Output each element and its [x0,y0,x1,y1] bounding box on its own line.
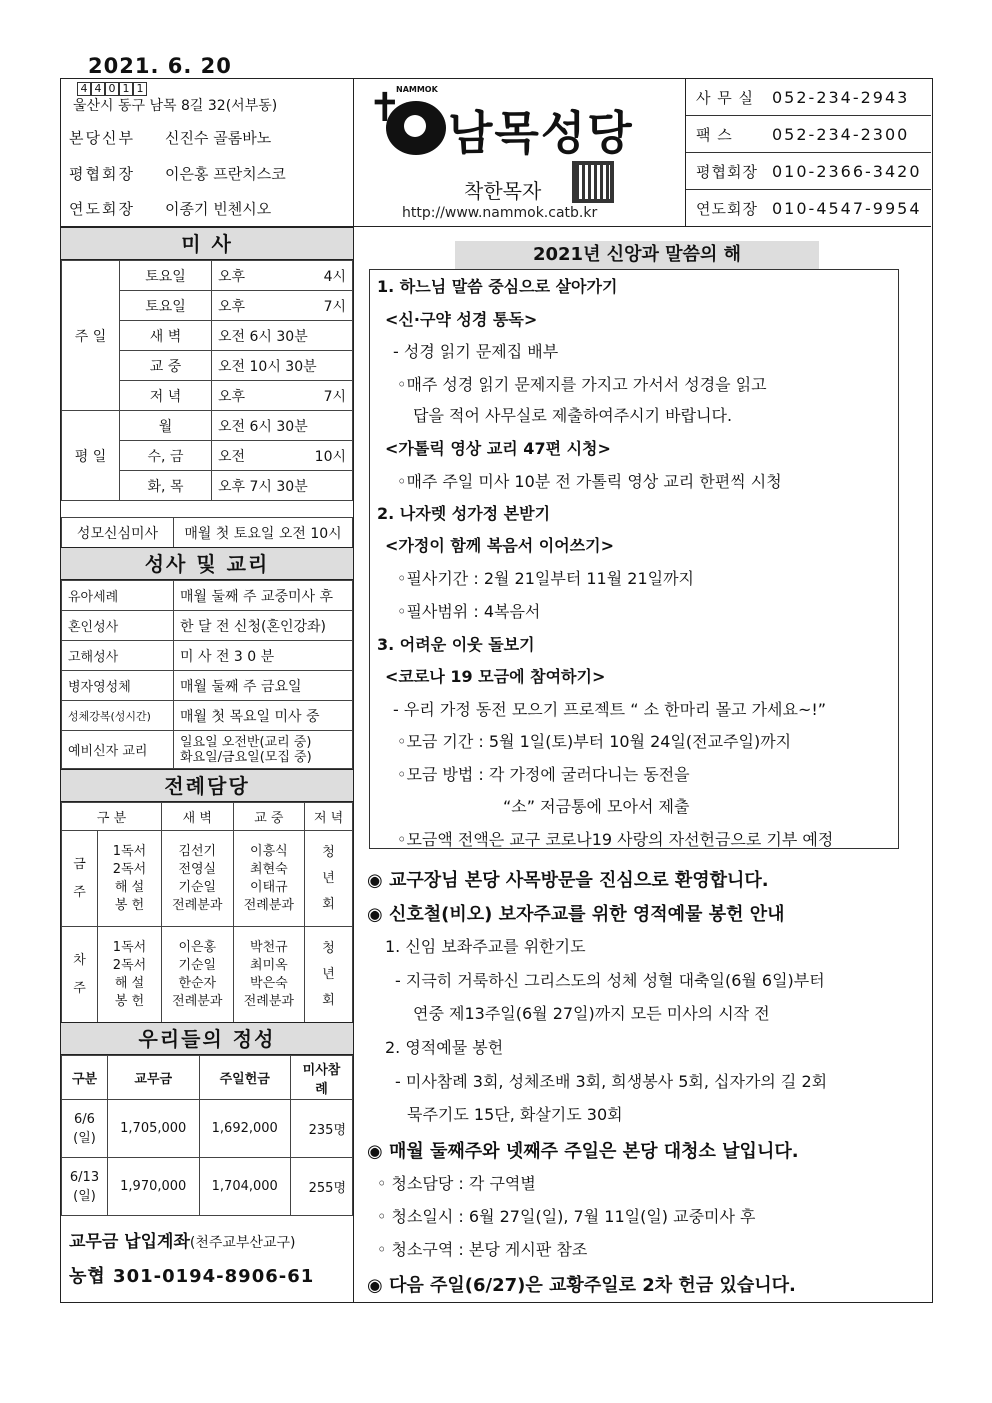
mass-title: 미 사 [61,227,353,260]
sacrament-name: 성체강복(성시간) [62,701,174,731]
account-number: 농협 301-0194-8906-61 [69,1266,315,1287]
table-row [62,261,353,291]
devotion-label: 성모신심미사 [62,518,174,548]
logo-brand: NAMMOK [396,85,438,94]
mass-time-text: 오후 [218,388,246,405]
notice-line: ◉ 신호철(비오) 보자주교를 위한 영적예물 봉헌 안내 [367,904,785,925]
mass-time-hour: 7시 [323,298,346,315]
theme-line: - 우리 가정 동전 모으기 프로젝트 “ 소 한마리 몰고 가세요~!” [393,700,827,719]
sacrament-name: 병자영성체 [62,671,174,701]
sacrament-info: 일요일 오전반(교리 중) 화요일/금요일(모집 중) [174,731,353,769]
mass-time [212,381,353,411]
weekday-label: 평 일 [62,411,120,501]
header-logo [354,79,686,226]
table-row [62,831,353,927]
account-label-text: 교무금 납입계좌 [69,1232,190,1252]
liturgy-header: 새 벽 [162,803,234,831]
staff-role: 평협회장 [69,165,135,183]
mass-day: 화, 목 [120,471,212,501]
liturgy-week: 금 주 [62,831,98,927]
bulletin-date: 2021. 6. 20 [88,54,232,78]
offering-date: 6/13 (일) [62,1158,108,1216]
sacraments-title: 성사 및 교리 [61,547,353,580]
table-row [62,671,353,701]
contact-label: 팩 스 [696,125,733,144]
sacrament-name: 예비신자 교리 [62,731,174,769]
theme-line: 2. 나자렛 성가정 본받기 [377,504,551,523]
offering-date: 6/6 (일) [62,1100,108,1158]
offerings-table [61,1055,353,1216]
theme-line: <코로나 19 모금에 참여하기> [385,667,606,686]
notice-line: 묵주기도 15단, 화살기도 30회 [407,1105,623,1124]
account-label [69,1227,295,1252]
sacraments-table [61,580,353,769]
motto: 착한목자 [464,179,542,203]
website-link[interactable]: http://www.nammok.catb.kr [402,205,598,221]
contact-number: 010-2366-3420 [772,161,922,181]
liturgy-dawn: 김선기 전영실 기순일 전례분과 [162,831,234,927]
notice-line: ◉ 매월 둘째주와 넷째주 주일은 본당 대청소 날입니다. [367,1141,799,1162]
postal-digit: 4 [77,82,91,96]
offering-header: 주일헌금 [199,1056,291,1100]
theme-line: <신·구약 성경 통독> [385,310,538,329]
postal-code [77,82,147,96]
liturgy-table [61,802,353,1023]
staff-role: 연도회장 [69,200,135,218]
year-theme-banner: 2021년 신앙과 말씀의 해 [455,241,819,269]
contact-label: 사 무 실 [696,88,755,107]
contact-fax [686,116,931,153]
contact-office [686,79,931,116]
liturgy-main: 이흥식 최현숙 이태규 전례분과 [233,831,305,927]
cross-icon: ✝ [368,85,402,131]
postal-digit: 1 [133,82,147,96]
offering-sunday: 1,692,000 [199,1100,291,1158]
notice-line: 2. 영적예물 봉헌 [385,1038,504,1057]
staff-pastor [69,127,271,148]
theme-line: 1. 하느님 말씀 중심으로 살아가기 [377,277,618,296]
theme-line: - 성경 읽기 문제집 배부 [393,342,559,361]
table-row [62,611,353,641]
liturgy-roles: 1독서 2독서 해 설 봉 헌 [98,831,162,927]
right-column [355,227,931,1303]
staff-role: 본당신부 [69,129,135,147]
offering-header: 구분 [62,1056,108,1100]
mass-time [212,291,353,321]
table-row [62,1158,353,1216]
mass-time-hour: 10시 [314,448,346,465]
sunday-label: 주 일 [62,261,120,411]
offering-sunday: 1,704,000 [199,1158,291,1216]
mass-day: 토요일 [120,261,212,291]
liturgy-week: 차 주 [62,927,98,1023]
address: 울산시 동구 남목 8길 32(서부동) [73,98,278,114]
mass-day: 새 벽 [120,321,212,351]
staff-name: 신진수 골롬바노 [165,129,272,147]
table-row [62,641,353,671]
sacrament-name: 혼인성사 [62,611,174,641]
postal-digit: 1 [119,82,133,96]
notice-line: - 지극히 거룩하신 그리스도의 성체 성혈 대축일(6월 6일)부터 [395,971,825,990]
mass-time [212,261,353,291]
theme-line: ◦모금액 전액은 교구 코로나19 사랑의 자선헌금으로 기부 예정 [397,830,834,849]
table-row [62,701,353,731]
offering-header: 미사참례 [291,1056,353,1100]
offering-attendance: 235명 [291,1100,353,1158]
church-name: 남목성당 [448,106,634,160]
mass-day: 교 중 [120,351,212,381]
liturgy-title: 전례담당 [61,769,353,802]
theme-line: “소” 저금통에 모아서 제출 [503,797,690,816]
mass-time [212,441,353,471]
sacrament-name: 고해성사 [62,641,174,671]
offerings-title: 우리들의 정성 [61,1022,353,1055]
theme-line: <가정이 함께 복음서 이어쓰기> [385,536,614,555]
notice-line: ◉ 다음 주일(6/27)은 교황주일로 2차 헌금 있습니다. [367,1275,796,1296]
table-row [62,803,353,831]
table-row [62,1056,353,1100]
mass-time-text: 오후 [218,298,246,315]
theme-line: ◦필사기간 : 2월 21일부터 11월 21일까지 [397,569,694,588]
theme-line: ◦매주 성경 읽기 문제지를 가지고 가서서 성경을 읽고 [397,375,767,394]
theme-line: ◦모금 방법 : 각 가정에 굴러다니는 동전을 [397,765,690,784]
table-row [62,1100,353,1158]
liturgy-header: 교 중 [233,803,305,831]
notice-line: 1. 신임 보좌주교를 위한기도 [385,937,586,956]
sacrament-info: 한 달 전 신청(혼인강좌) [174,611,353,641]
staff-prayer [69,198,271,219]
mass-day: 토요일 [120,291,212,321]
liturgy-header: 저 녁 [305,803,353,831]
offering-tithe: 1,970,000 [108,1158,200,1216]
header [61,79,931,227]
account-org: (천주교부산교구) [189,1235,296,1251]
contact-prayer [686,190,931,227]
contacts [686,79,931,226]
sacrament-info: 매월 둘째 주 금요일 [174,671,353,701]
mass-time: 오전 10시 30분 [212,351,353,381]
notice-line: - 미사참례 3회, 성체조배 3회, 희생봉사 5회, 십자가의 길 2회 [395,1072,828,1091]
theme-line: 답을 적어 사무실로 제출하여주시기 바랍니다. [413,406,733,425]
devotion-mass-table [61,517,353,548]
staff-name: 이종기 빈첸시오 [165,200,272,218]
notice-line: 연중 제13주일(6월 27일)까지 모든 미사의 시작 전 [413,1004,770,1023]
contact-number: 052-234-2943 [772,87,910,107]
theme-line: ◦필사범위 : 4복음서 [397,602,541,621]
mass-time-hour: 4시 [323,268,346,285]
liturgy-dawn: 이은홍 기순일 한순자 전례분과 [162,927,234,1023]
sacrament-info: 매월 첫 목요일 미사 중 [174,701,353,731]
staff-name: 이은홍 프란치스코 [165,165,286,183]
mass-day: 월 [120,411,212,441]
theme-line: ◦모금 기간 : 5월 1일(토)부터 10월 24일(전교주일)까지 [397,732,792,751]
offering-header: 교무금 [108,1056,200,1100]
liturgy-roles: 1독서 2독서 해 설 봉 헌 [98,927,162,1023]
theme-line: 3. 어려운 이웃 돌보기 [377,635,535,654]
liturgy-main: 박천규 최미옥 박은숙 전례분과 [233,927,305,1023]
mass-day: 수, 금 [120,441,212,471]
contact-number: 010-4547-9954 [772,199,922,218]
contact-label: 평협회장 [696,162,758,181]
postal-digit: 4 [91,82,105,96]
notice-line: ◉ 교구장님 본당 사목방문을 진심으로 환영합니다. [367,870,769,891]
liturgy-header: 구 분 [62,803,162,831]
bulletin-frame [60,78,933,1303]
table-row [62,581,353,611]
header-info [61,79,354,226]
qr-code-icon [572,161,614,203]
mass-time-hour: 7시 [323,388,346,405]
mass-time: 오후 7시 30분 [212,471,353,501]
postal-digit: 0 [105,82,119,96]
notice-line: ◦ 청소담당 : 각 구역별 [377,1174,536,1193]
theme-line: <가톨릭 영상 교리 47편 시청> [385,439,611,458]
table-row [62,927,353,1023]
devotion-value: 매월 첫 토요일 오전 10시 [174,518,353,548]
contact-council [686,153,931,190]
notice-line: ◦ 청소일시 : 6월 27일(일), 7월 11일(일) 교중미사 후 [377,1207,756,1226]
staff-council [69,163,286,184]
mass-schedule-table [61,260,353,501]
left-column [61,227,354,1303]
liturgy-evening: 청 년 회 [305,927,353,1023]
table-row [62,411,353,441]
sacrament-info: 매월 둘째 주 교중미사 후 [174,581,353,611]
mass-time: 오전 6시 30분 [212,321,353,351]
contact-number: 052-234-2300 [772,124,910,144]
offering-tithe: 1,705,000 [108,1100,200,1158]
contact-label: 연도회장 [696,200,758,218]
offering-attendance: 255명 [291,1158,353,1216]
theme-line: ◦매주 주일 미사 10분 전 가톨릭 영상 교리 한편씩 시청 [397,472,782,491]
table-row [62,731,353,769]
notice-line: ◦ 청소구역 : 본당 게시판 참조 [377,1240,588,1259]
mass-time-text: 오전 [218,448,246,465]
sacrament-info: 미 사 전 3 0 분 [174,641,353,671]
mass-day: 저 녁 [120,381,212,411]
mass-time: 오전 6시 30분 [212,411,353,441]
liturgy-evening: 청 년 회 [305,831,353,927]
sacrament-name: 유아세례 [62,581,174,611]
table-row [62,518,353,548]
mass-time-text: 오후 [218,268,246,285]
